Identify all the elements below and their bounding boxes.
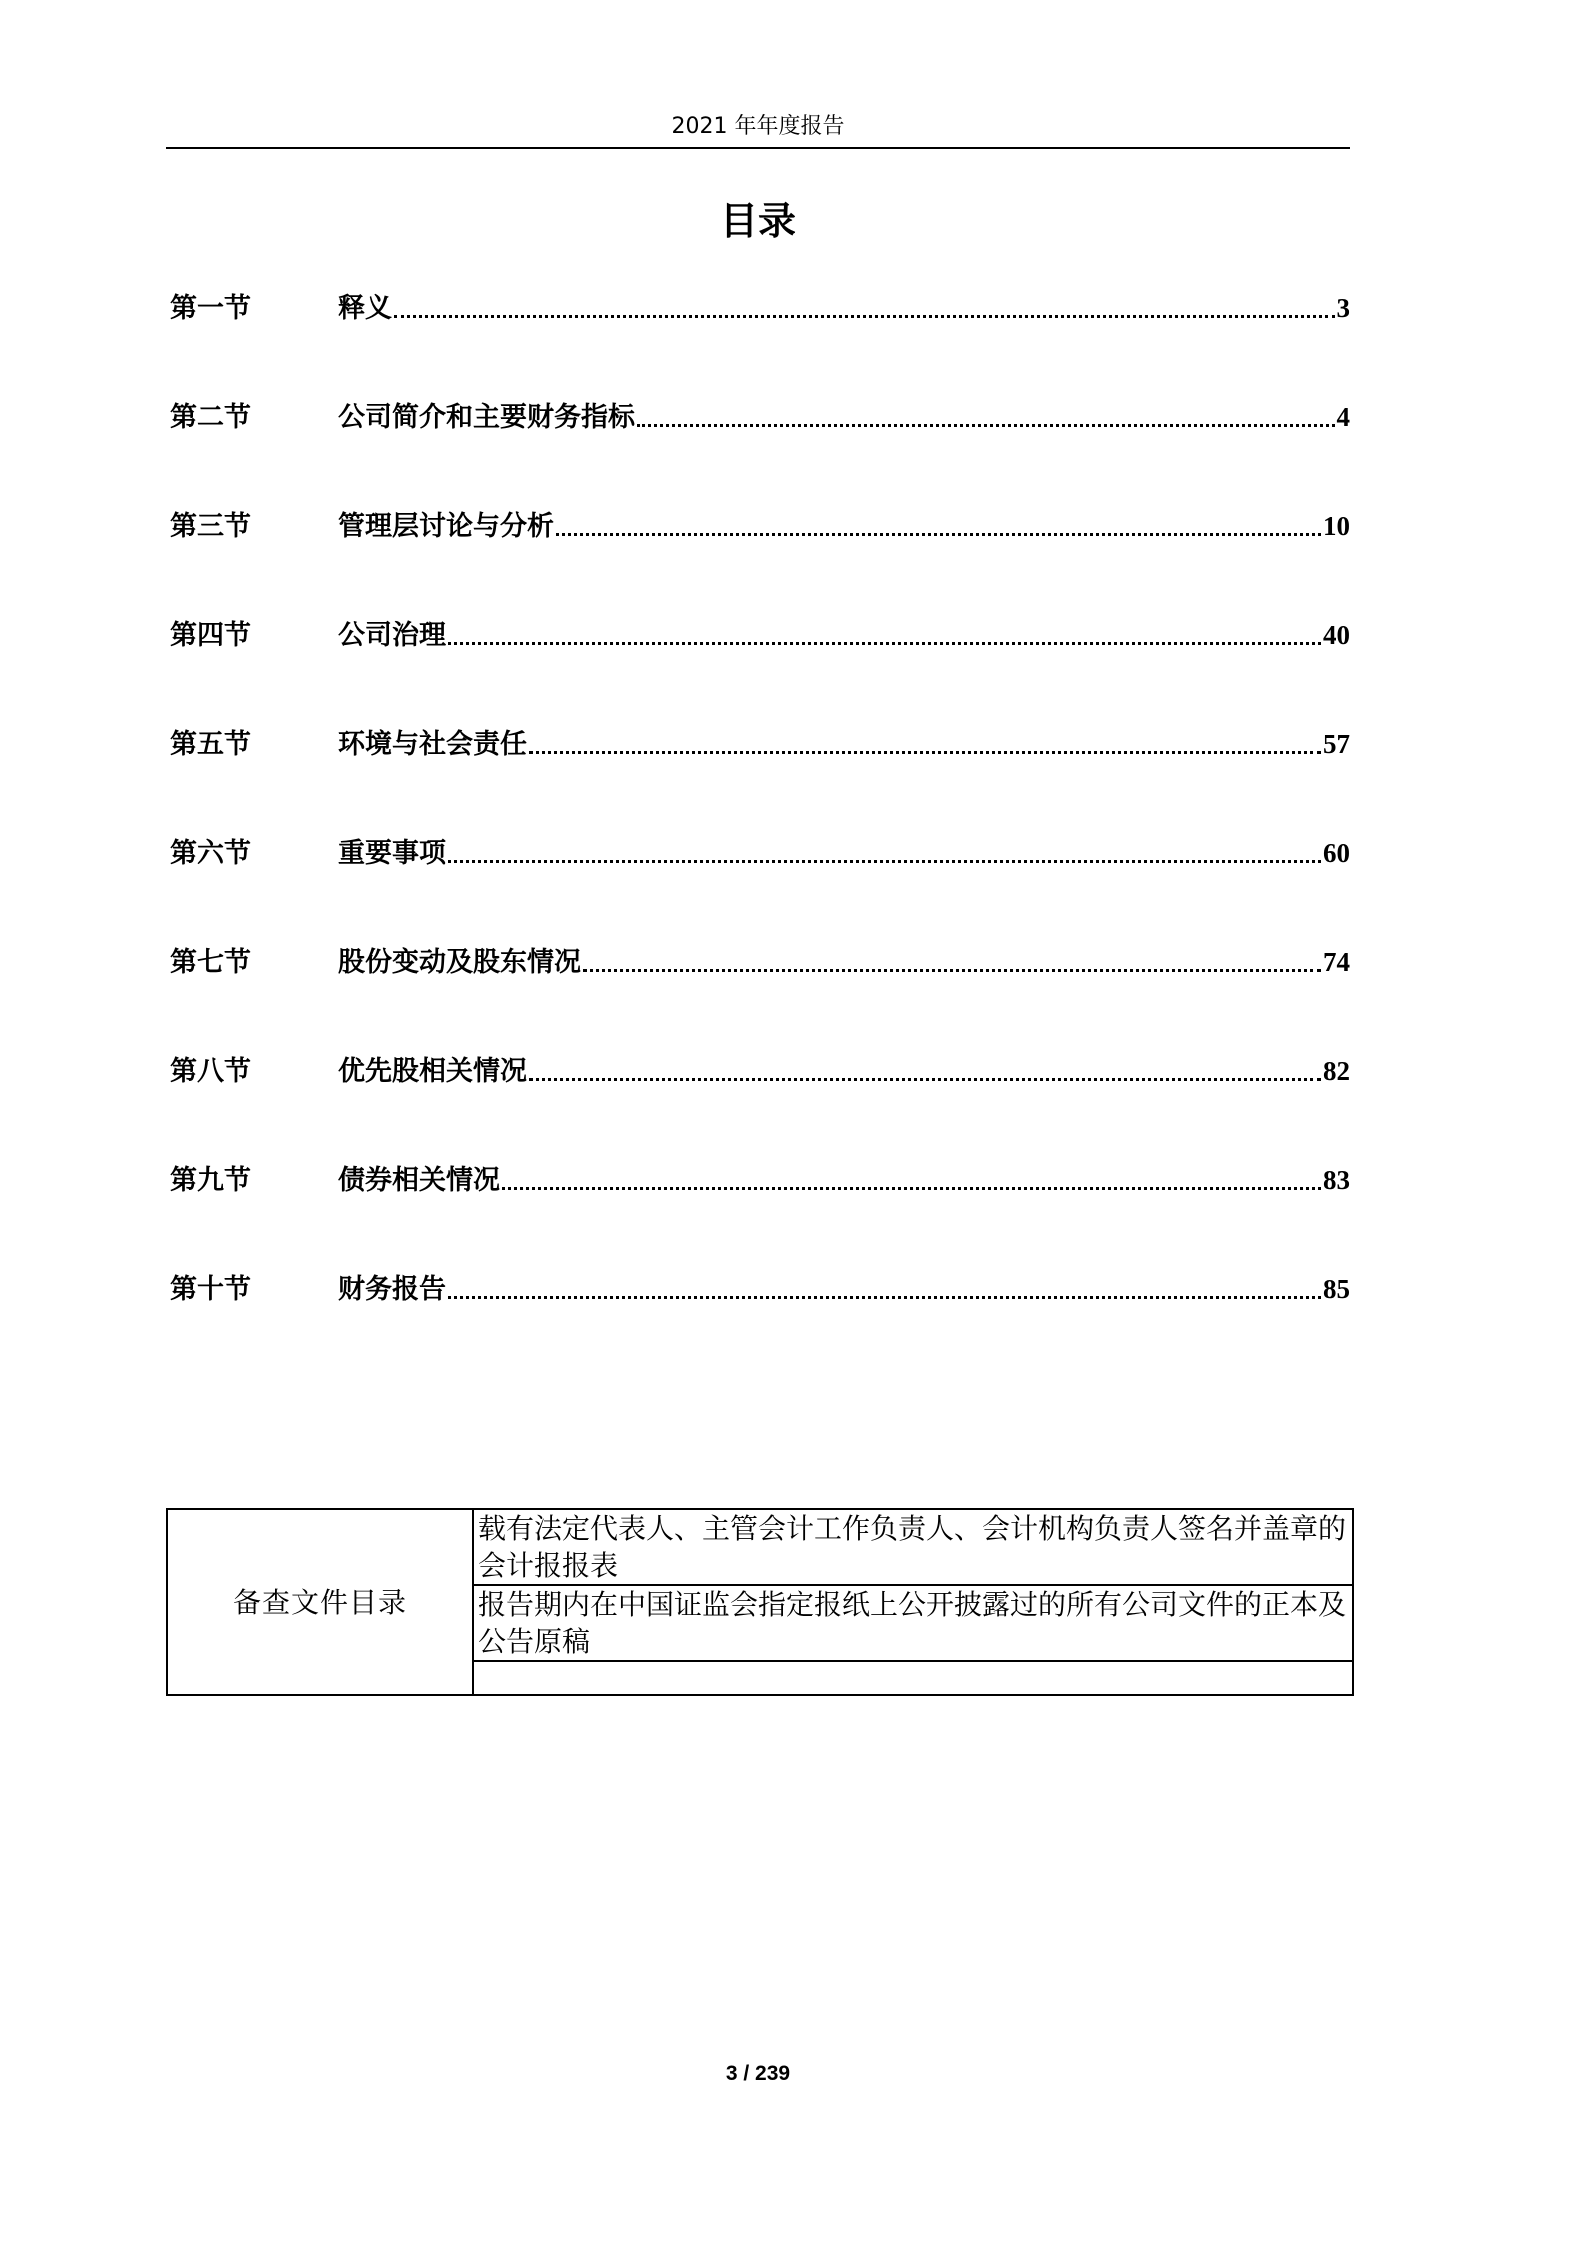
toc-section-name: 债券相关情况 (338, 1165, 500, 1196)
toc-page-number: 74 (1323, 947, 1350, 977)
toc-page-number: 60 (1323, 838, 1350, 868)
toc-page-number: 40 (1323, 620, 1350, 650)
toc-page-number: 85 (1323, 1274, 1350, 1304)
reference-document-item: 载有法定代表人、主管会计工作负责人、会计机构负责人签名并盖章的会计报报表 (473, 1509, 1353, 1585)
toc-section-name: 公司治理 (338, 620, 446, 651)
toc-section-number: 第九节 (170, 1165, 251, 1196)
toc-page-number: 10 (1323, 511, 1350, 541)
toc-section-name: 财务报告 (338, 1274, 446, 1305)
toc-page-number: 82 (1323, 1056, 1350, 1086)
toc-section-number: 第四节 (170, 620, 251, 651)
toc-list (170, 288, 1350, 1378)
toc-entry[interactable] (170, 724, 1350, 833)
toc-section-name: 股份变动及股东情况 (338, 947, 581, 978)
toc-leader-dots (529, 751, 1321, 754)
toc-page-number: 3 (1336, 293, 1350, 323)
toc-leader-dots (529, 1078, 1321, 1081)
toc-entry[interactable] (170, 942, 1350, 1051)
toc-section-number: 第七节 (170, 947, 251, 978)
toc-page-number: 4 (1336, 402, 1350, 432)
toc-entry[interactable] (170, 288, 1350, 397)
toc-section-number: 第八节 (170, 1056, 251, 1087)
toc-section-name: 管理层讨论与分析 (338, 511, 554, 542)
toc-entry[interactable] (170, 397, 1350, 506)
toc-section-number: 第一节 (170, 293, 251, 324)
toc-entry[interactable] (170, 1051, 1350, 1160)
toc-leader-dots (448, 860, 1321, 863)
toc-leader-dots (502, 1187, 1321, 1190)
toc-page-number: 57 (1323, 729, 1350, 759)
reference-documents-label: 备查文件目录 (167, 1509, 473, 1695)
toc-entry[interactable] (170, 1160, 1350, 1269)
toc-page-number: 83 (1323, 1165, 1350, 1195)
toc-leader-dots (583, 969, 1321, 972)
toc-entry[interactable] (170, 615, 1350, 724)
toc-leader-dots (394, 315, 1335, 318)
toc-section-number: 第二节 (170, 402, 251, 433)
reference-documents-table (166, 1508, 1354, 1696)
page-number-footer: 3 / 239 (725, 2062, 791, 2085)
toc-section-number: 第五节 (170, 729, 251, 760)
toc-section-name: 重要事项 (338, 838, 446, 869)
toc-entry[interactable] (170, 506, 1350, 615)
toc-section-number: 第三节 (170, 511, 251, 542)
reference-document-item: 报告期内在中国证监会指定报纸上公开披露过的所有公司文件的正本及公告原稿 (473, 1585, 1353, 1661)
toc-section-name: 环境与社会责任 (338, 729, 527, 760)
toc-leader-dots (556, 533, 1321, 536)
page-header: 2021 年年度报告 (671, 114, 845, 139)
toc-leader-dots (637, 424, 1335, 427)
toc-section-name: 释义 (338, 293, 392, 324)
toc-title: 目录 (719, 199, 796, 243)
header-divider (166, 147, 1350, 149)
toc-section-name: 优先股相关情况 (338, 1056, 527, 1087)
reference-document-item-empty (473, 1661, 1353, 1695)
toc-section-number: 第六节 (170, 838, 251, 869)
toc-section-number: 第十节 (170, 1274, 251, 1305)
toc-entry[interactable] (170, 1269, 1350, 1378)
toc-leader-dots (448, 1296, 1321, 1299)
toc-entry[interactable] (170, 833, 1350, 942)
toc-section-name: 公司简介和主要财务指标 (338, 402, 635, 433)
toc-leader-dots (448, 642, 1321, 645)
